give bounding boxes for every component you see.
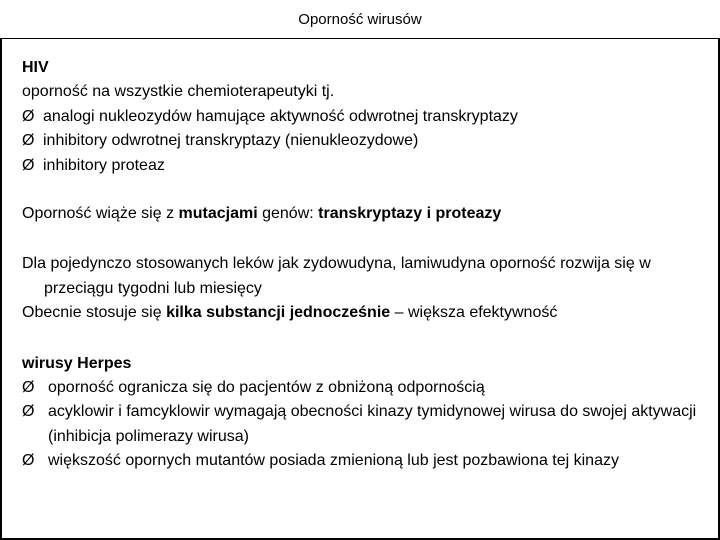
herpes-section (22, 352, 712, 474)
list-item (22, 449, 712, 473)
arrow-bullet-icon: Ø (22, 403, 35, 421)
single-drugs-paragraph: Dla pojedynczo stosowanych leków jak zydowudyna, lamiwudyna oporność rozwija się w przeciągu tygodni lub miesięcy (22, 255, 651, 297)
page-title: Oporność wirusów (298, 10, 422, 28)
combo-paragraph: Obecnie stosuje się kilka substancji jednocześnie – większa efektywność (22, 304, 558, 322)
list-item (22, 129, 712, 153)
arrow-bullet-icon: Ø (22, 132, 35, 150)
herpes-bullet-2: acyklowir i famcyklowir wymagają obecności kinazy tymidynowej wirusa do swojej aktywacji (inhibicja polimerazy wirusa) (48, 403, 697, 445)
arrow-bullet-icon: Ø (22, 107, 35, 125)
hiv-heading: HIV (22, 59, 49, 76)
arrow-bullet-icon: Ø (22, 156, 35, 174)
hiv-bullet-3: inhibitory proteaz (43, 156, 165, 174)
herpes-bullet-3: większość opornych mutantów posiada zmienioną lub jest pozbawiona tej kinazy (48, 452, 619, 470)
list-item (22, 105, 712, 129)
slide-content (22, 56, 712, 474)
arrow-bullet-icon: Ø (22, 452, 35, 470)
title-bar (0, 0, 720, 39)
list-item (22, 154, 712, 178)
hiv-section (22, 56, 712, 178)
list-item (22, 400, 712, 449)
hiv-bullet-2: inhibitory odwrotnej transkryptazy (nienukleozydowe) (43, 132, 419, 150)
herpes-bullet-1: oporność ogranicza się do pacjentów z obniżoną odpornością (48, 379, 485, 397)
herpes-heading: wirusy Herpes (22, 354, 132, 372)
hiv-intro: oporność na wszystkie chemioterapeutyki tj. (22, 83, 335, 101)
list-item (22, 376, 712, 400)
mutations-line: Oporność wiąże się z mutacjami genów: transkryptazy i proteazy (22, 205, 502, 223)
slide-frame (0, 38, 720, 540)
hiv-bullet-1: analogi nukleozydów hamujące aktywność odwrotnej transkryptazy (43, 107, 518, 125)
arrow-bullet-icon: Ø (22, 379, 35, 397)
